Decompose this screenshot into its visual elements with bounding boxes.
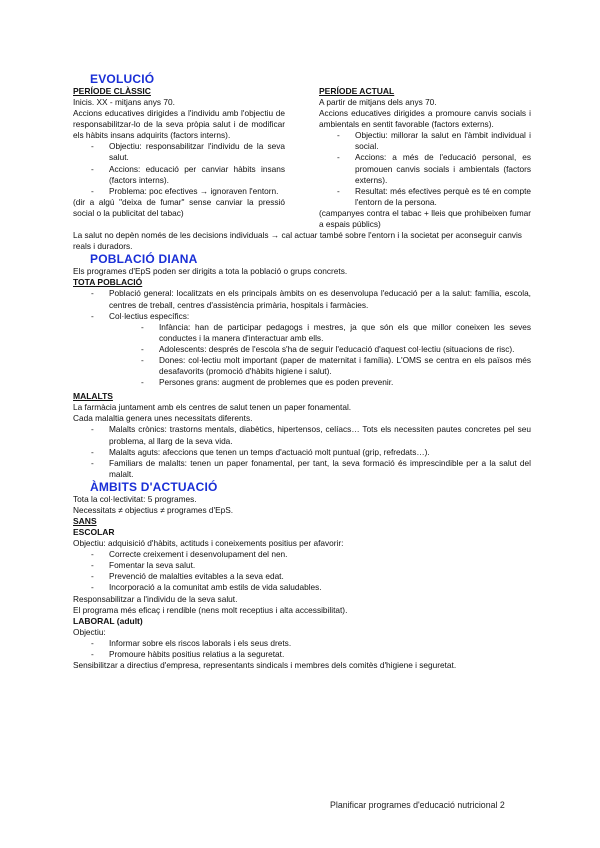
escolar-objectiu: Objectiu: adquisició d'hàbits, actituds i coneixements positius per afavorir: xyxy=(73,538,344,549)
page-footer: Planificar programes d'educació nutricional 2 xyxy=(330,800,505,810)
evolucio-columns xyxy=(73,86,531,230)
periode-classic-note: (dir a algú "deixa de fumar" sense canviar la pressió social o la publicitat del tabac) xyxy=(73,196,285,218)
periode-classic-list xyxy=(73,141,285,196)
laboral-closing: Sensibilitzar a directius d'empresa, representants sindicals i membres dels comitès d'higiene i seguretat. xyxy=(73,660,457,671)
escolar-line-b: El programa més eficaç i rendible (nens molt receptius i alta accessibilitat). xyxy=(73,604,348,615)
malalts-heading: MALALTS xyxy=(73,391,113,402)
escolar-heading: ESCOLAR xyxy=(73,527,115,538)
list-item: - Problema: poc efectives → ignoraven l'entorn. xyxy=(73,186,285,197)
list-item xyxy=(73,311,531,389)
periode-actual-heading: PERÍODE ACTUAL xyxy=(319,86,395,96)
list-item: - Objectiu: millorar la salut en l'àmbit individual i social. xyxy=(319,130,531,152)
periode-classic-dates: Inicis. XX - mitjans anys 70. xyxy=(73,97,175,107)
list-item: - Objectiu: responsabilitzar l'individu de la seva salut. xyxy=(73,141,285,163)
periode-actual-dates: A partir de mitjans dels anys 70. xyxy=(319,97,437,107)
list-item: - Resultat: més efectives perquè es té en compte l'entorn de la persona. xyxy=(319,186,531,208)
collectius-label: Col·lectius específics: xyxy=(109,310,190,321)
periode-actual-list xyxy=(319,130,531,208)
periode-actual-description: Accions educatives dirigides a promoure canvis socials i ambientals en sentit favorable (factors externs). xyxy=(319,108,531,130)
list-item: - Dones: col·lectiu molt important (paper de maternitat i família). L'OMS se centra en els països més desafavorits (promoció d'hàbits higiene i salut). xyxy=(73,355,531,377)
list-item: - Informar sobre els riscos laborals i els seus drets. xyxy=(73,638,531,649)
escolar-list xyxy=(73,549,531,593)
periode-classic-heading: PERÍODE CLÀSSIC xyxy=(73,86,151,96)
list-item: - Prevenció de malalties evitables a la seva edat. xyxy=(73,571,531,582)
list-item: - Fomentar la seva salut. xyxy=(73,560,531,571)
ambits-title: ÀMBITS D'ACTUACIÓ xyxy=(90,479,218,494)
laboral-objectiu: Objectiu: xyxy=(73,626,106,637)
ambits-line-2: Necessitats ≠ objectius ≠ programes d'EpS. xyxy=(73,505,234,515)
poblacio-intro: Els programes d'EpS poden ser dirigits a tota la població o grups concrets. xyxy=(73,266,348,277)
list-item: - Incorporació a la comunitat amb estils de vida saludables. xyxy=(73,582,531,593)
list-item: - Promoure hàbits positius relatius a la seguretat. xyxy=(73,649,531,660)
list-item: - Adolescents: després de l'escola s'ha de seguir l'educació d'aquest col·lectiu (situacions de risc). xyxy=(73,344,531,355)
escolar-line-a: Responsabilitzar a l'individu de la seva salut. xyxy=(73,593,238,604)
collectius-list xyxy=(73,322,531,389)
ambits-line-1: Tota la col·lectivitat: 5 programes. xyxy=(73,493,197,504)
laboral-heading: LABORAL (adult) xyxy=(73,615,143,626)
list-item: - Malalts crònics: trastorns mentals, diabètics, hipertensos, celíacs… Tots els necessiten pautes concretes pel seu problema, al llarg de la seva vida. xyxy=(73,424,531,446)
periode-classic-description: Accions educatives dirigides a l'individu amb l'objectiu de responsabilitzar-lo de la seva pròpia salut i de modificar els hàbits insans adquirits (factors interns). xyxy=(73,108,285,141)
evolucio-title: EVOLUCIÓ xyxy=(90,72,155,86)
periode-actual-note: (campanyes contra el tabac + lleis que prohibeixen fumar a espais públics) xyxy=(319,207,531,230)
list-item: - Correcte creixement i desenvolupament del nen. xyxy=(73,549,531,560)
list-item: - Malalts aguts: afeccions que tenen un temps d'actuació molt puntual (grip, refredats…). xyxy=(73,447,531,458)
periode-actual-column xyxy=(319,86,531,230)
tota-poblacio-list xyxy=(73,288,531,388)
tota-poblacio-heading: TOTA POBLACIÓ xyxy=(73,277,143,288)
list-item: - Familiars de malalts: tenen un paper fonamental, per tant, la seva formació és imprescindible per a la salut del malalt. xyxy=(73,458,531,480)
malalts-line-2: Cada malaltia genera unes necessitats diferents. xyxy=(73,413,253,424)
list-item: - Accions: educació per canviar hàbits insans (factors interns). xyxy=(73,164,285,186)
document-page xyxy=(73,72,531,671)
list-item: - Accions: a més de l'educació personal, es promouen canvis socials i ambientals (factors externs). xyxy=(319,152,531,185)
list-item: - Infància: han de participar pedagogs i mestres, ja que són els que millor coneixen les seves conductes i la manera d'interactuar amb ells. xyxy=(73,322,531,344)
malalts-list xyxy=(73,424,531,479)
evolucio-summary: La salut no depèn només de les decisions individuals → cal actuar també sobre l'entorn i la societat per aconseguir canvis reals i duradors. xyxy=(73,230,522,252)
malalts-line-1: La farmàcia juntament amb els centres de salut tenen un paper fonamental. xyxy=(73,402,352,413)
sans-heading: SANS xyxy=(73,516,97,527)
periode-classic-column xyxy=(73,86,285,230)
laboral-list xyxy=(73,638,531,660)
list-item: - Persones grans: augment de problemes que es poden prevenir. xyxy=(73,377,531,388)
poblacio-title: POBLACIÓ DIANA xyxy=(90,252,198,267)
list-item: - Població general: localitzats en els principals àmbits on es desenvolupa l'educació per a la salut: família, escola, centres de treball, centres d'assistència primària, hospitals i farmàcies. xyxy=(73,288,531,310)
